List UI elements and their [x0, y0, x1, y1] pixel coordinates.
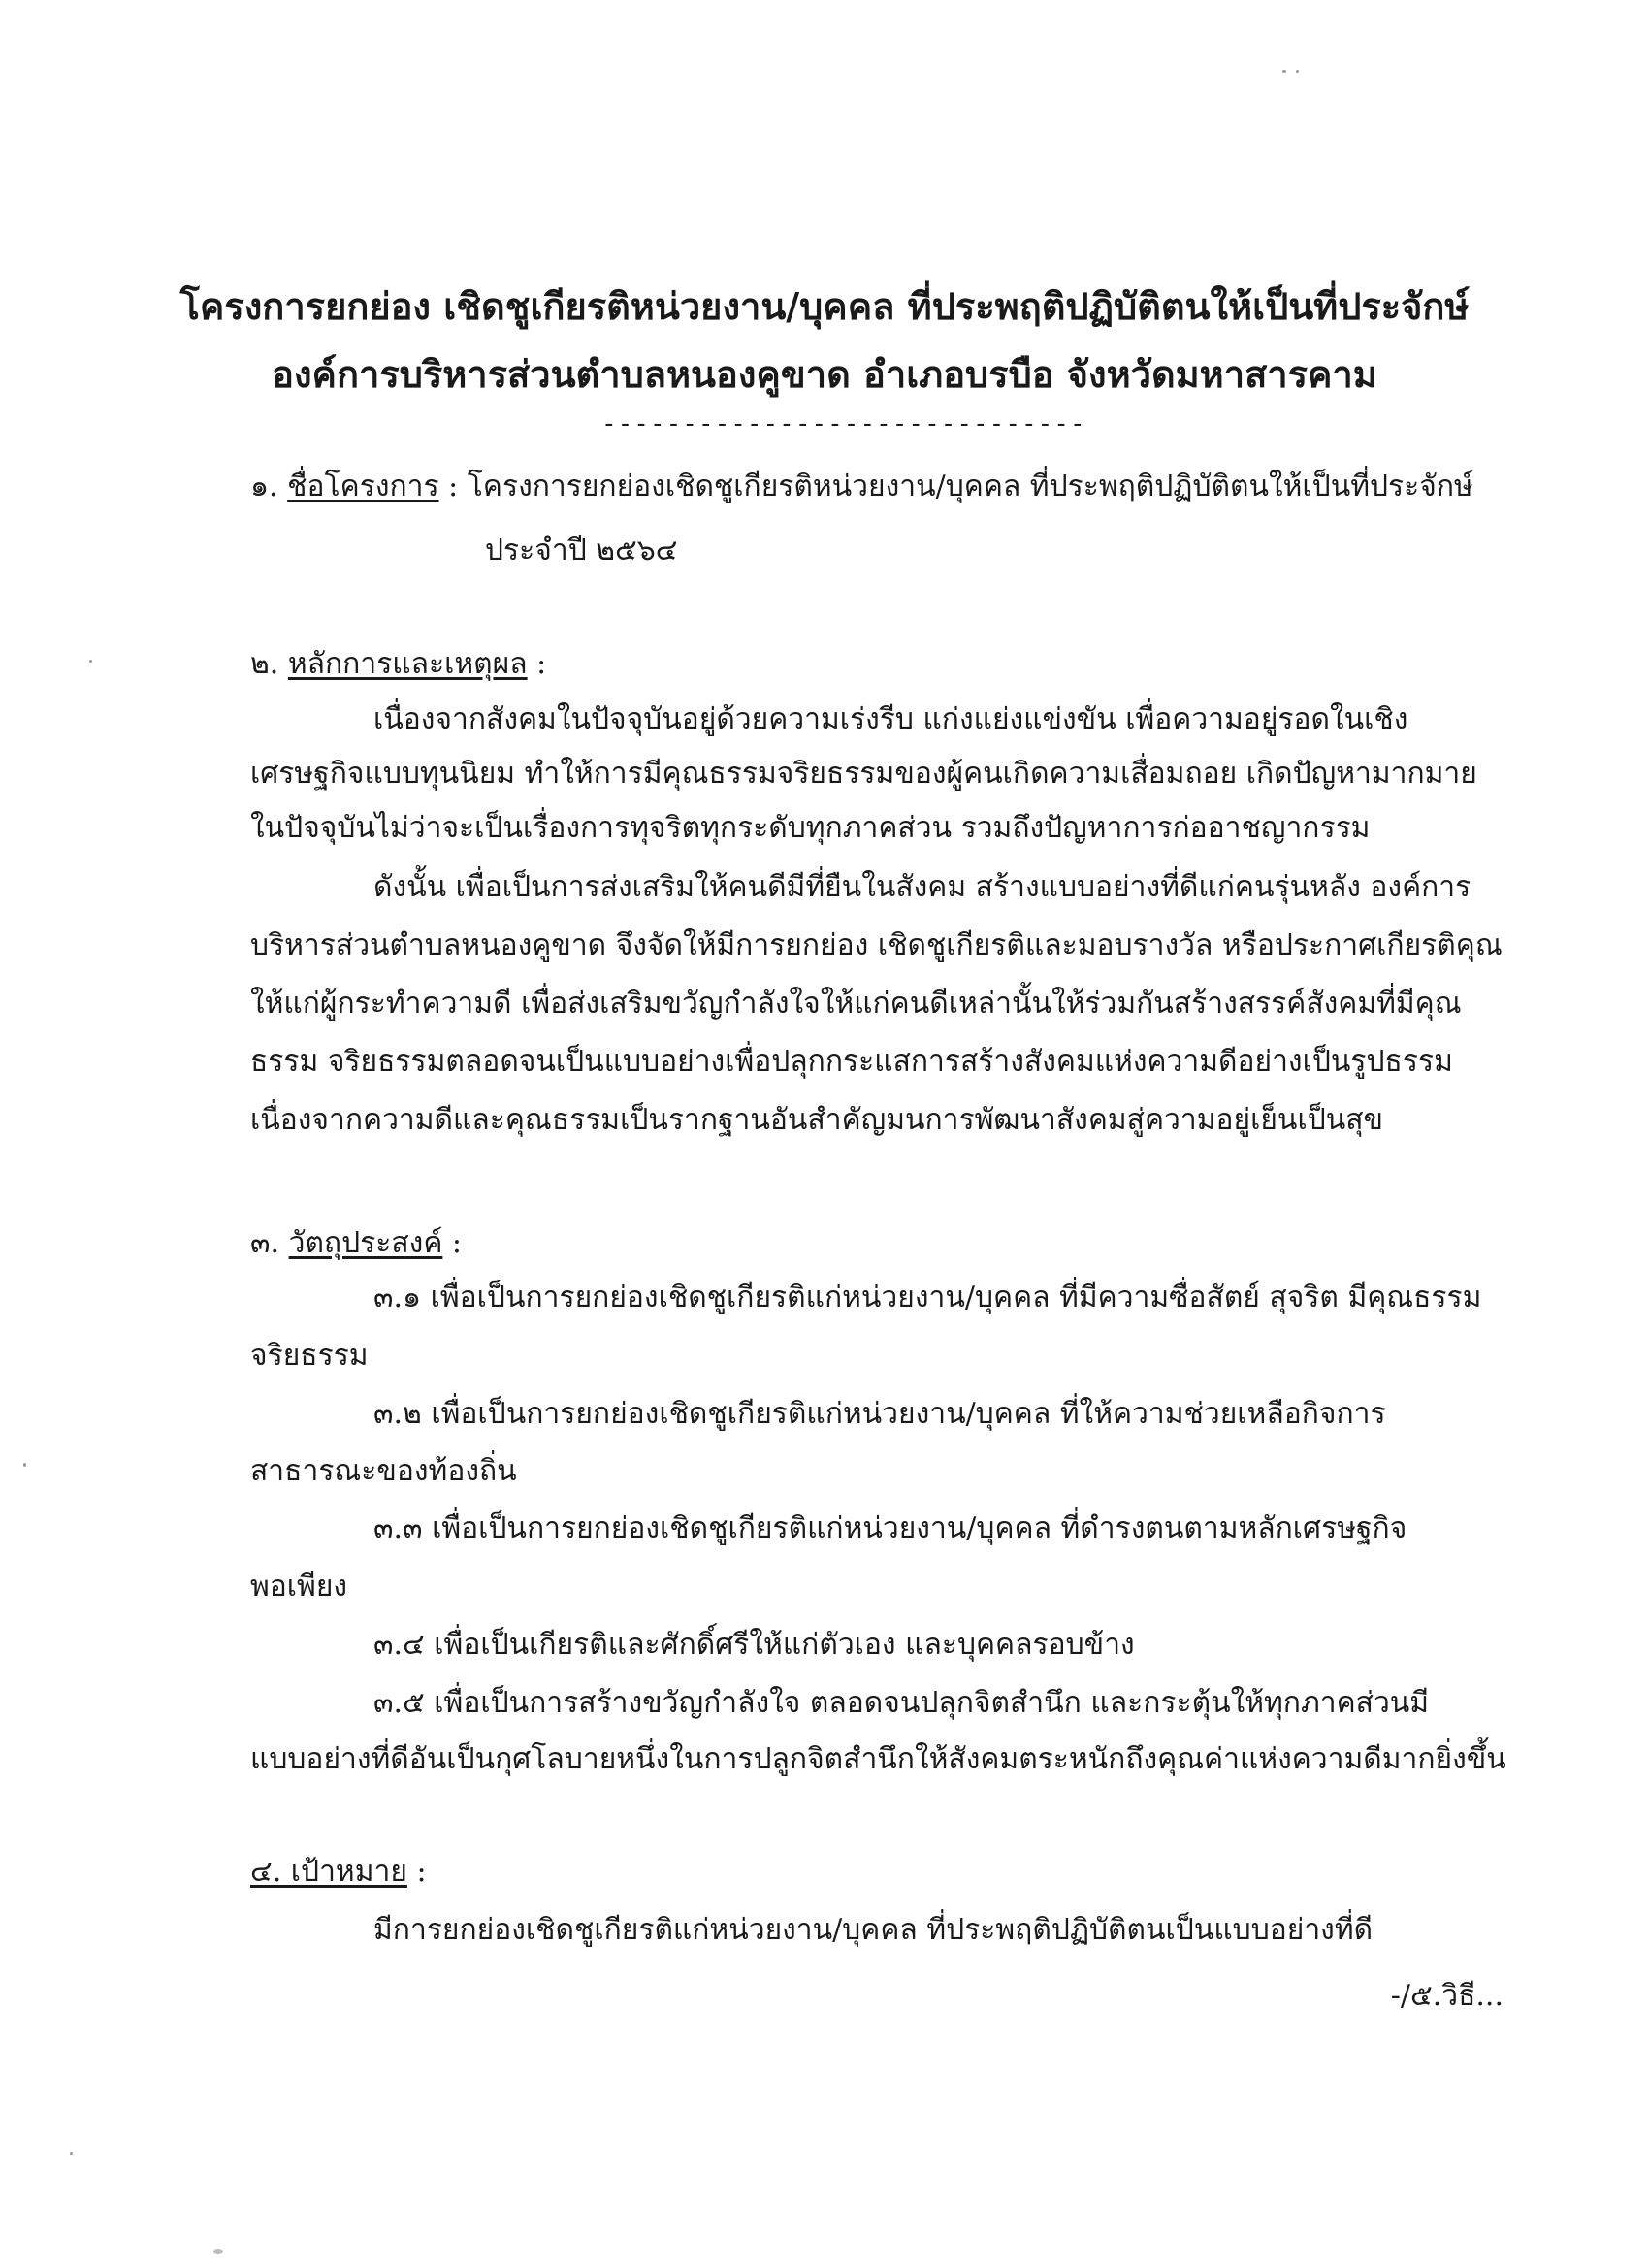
objective-line: แบบอย่างที่ดีอันเป็นกุศโลบายหนึ่งในการปลูกจิตสำนึกให้สังคมตระหนักถึงคุณค่าแห่งความดีมากยิ่งขึ้น [250, 1742, 1506, 1776]
section1-text-line1: โครงการยกย่องเชิดชูเกียรติหน่วยงาน/บุคคล ที่ประพฤติปฏิบัติตนให้เป็นที่ประจักษ์ [467, 470, 1473, 503]
title-separator: ------------------------------ [601, 409, 1086, 438]
section3-heading: วัตถุประสงค์ [288, 1226, 443, 1260]
scan-speck [23, 1463, 26, 1467]
objective-line: ๓.๕ เพื่อเป็นการสร้างขวัญกำลังใจ ตลอดจนปลุกจิตสำนึก และกระตุ้นให้ทุกภาคส่วนมี [373, 1686, 1430, 1720]
scan-speck [1296, 70, 1299, 73]
section2-number: ๒. [250, 647, 279, 681]
section4-heading-row [250, 1853, 427, 1892]
section3-colon: : [442, 1226, 463, 1260]
section1-heading: ชื่อโครงการ [287, 470, 439, 503]
section2-heading: หลักการและเหตุผล [287, 647, 528, 681]
objective-line: ๓.๒ เพื่อเป็นการยกย่องเชิดชูเกียรติแก่หน่วยงาน/บุคคล ที่ให้ความช่วยเหลือกิจการ [373, 1397, 1386, 1431]
section2-paragraph-line: เนื่องจากสังคมในปัจจุบันอยู่ด้วยความเร่งรีบ แก่งแย่งแข่งขัน เพื่อความอยู่รอดในเชิง [373, 702, 1408, 736]
scan-speck [213, 2249, 223, 2254]
section2-paragraph-line: เศรษฐกิจแบบทุนนิยม ทำให้การมีคุณธรรมจริยธรรมของผู้คนเกิดความเสื่อมถอย เกิดปัญหามากมาย [250, 757, 1477, 791]
objective-line: จริยธรรม [250, 1339, 369, 1373]
section3-heading-row [250, 1224, 462, 1263]
objective-line: ๓.๓ เพื่อเป็นการยกย่องเชิดชูเกียรติแก่หน่วยงาน/บุคคล ที่ดำรงตนตามหลักเศรษฐกิจ [373, 1511, 1407, 1545]
objective-line: พอเพียง [250, 1570, 348, 1604]
section4-heading: ๔. เป้าหมาย [250, 1855, 407, 1889]
scan-speck [70, 2152, 73, 2155]
section4-colon: : [406, 1855, 427, 1889]
objective-line: ๓.๑ เพื่อเป็นการยกย่องเชิดชูเกียรติแก่หน่วยงาน/บุคคล ที่มีความซื่อสัตย์ สุจริต มีคุณธรรม [373, 1280, 1482, 1314]
section2-paragraph-line: ธรรม จริยธรรมตลอดจนเป็นแบบอย่างเพื่อปลุกกระแสการสร้างสังคมแห่งความดีอย่างเป็นรูปธรรม [250, 1045, 1453, 1079]
scan-speck [89, 660, 92, 663]
section2-colon: : [527, 647, 547, 681]
document-title-line2: องค์การบริหารส่วนตำบลหนองคูขาด อำเภอบรบือ จังหวัดมหาสารคาม [272, 352, 1377, 396]
section4-text: มีการยกย่องเชิดชูเกียรติแก่หน่วยงาน/บุคคล ที่ประพฤติปฏิบัติตนเป็นแบบอย่างที่ดี [373, 1913, 1374, 1947]
section3-number: ๓. [250, 1226, 280, 1260]
section2-paragraph-line: ให้แก่ผู้กระทำความดี เพื่อส่งเสริมขวัญกำลังใจให้แก่คนดีเหล่านั้นให้ร่วมกันสร้างสรรค์สังคมที่มีคุณ [250, 987, 1462, 1021]
section2-paragraph-line: เนื่องจากความดีและคุณธรรมเป็นรากฐานอันสำคัญมนการพัฒนาสังคมสู่ความอยู่เย็นเป็นสุข [250, 1103, 1384, 1137]
section2-paragraph-line: บริหารส่วนตำบลหนองคูขาด จึงจัดให้มีการยกย่อง เชิดชูเกียรติและมอบรางวัล หรือประกาศเกียรติคุณ [250, 928, 1503, 962]
section1-number: ๑. [250, 470, 278, 503]
section1-heading-row [250, 468, 1473, 506]
section2-heading-row [250, 645, 546, 684]
section2-paragraph-line: ในปัจจุบันไม่ว่าจะเป็นเรื่องการทุจริตทุกระดับทุกภาคส่วน รวมถึงปัญหาการก่ออาชญากรรม [250, 811, 1371, 845]
continuation-marker: -/๕.วิธี... [1390, 1979, 1504, 2013]
section2-paragraph-line: ดังนั้น เพื่อเป็นการส่งเสริมให้คนดีมีที่ยืนในสังคม สร้างแบบอย่างที่ดีแก่คนรุ่นหลัง องค์การ [373, 870, 1471, 904]
section1-colon: : [438, 470, 468, 503]
objective-line: ๓.๔ เพื่อเป็นเกียรติและศักดิ์ศรีให้แก่ตัวเอง และบุคคลรอบข้าง [373, 1628, 1135, 1662]
objective-line: สาธารณะของท้องถิ่น [250, 1454, 517, 1488]
scan-speck [1282, 70, 1286, 73]
document-title-line1: โครงการยกย่อง เชิดชูเกียรติหน่วยงาน/บุคคล ที่ประพฤติปฏิบัติตนให้เป็นที่ประจักษ์ [179, 284, 1470, 328]
section1-text-line2: ประจำปี ๒๕๖๔ [485, 534, 678, 567]
